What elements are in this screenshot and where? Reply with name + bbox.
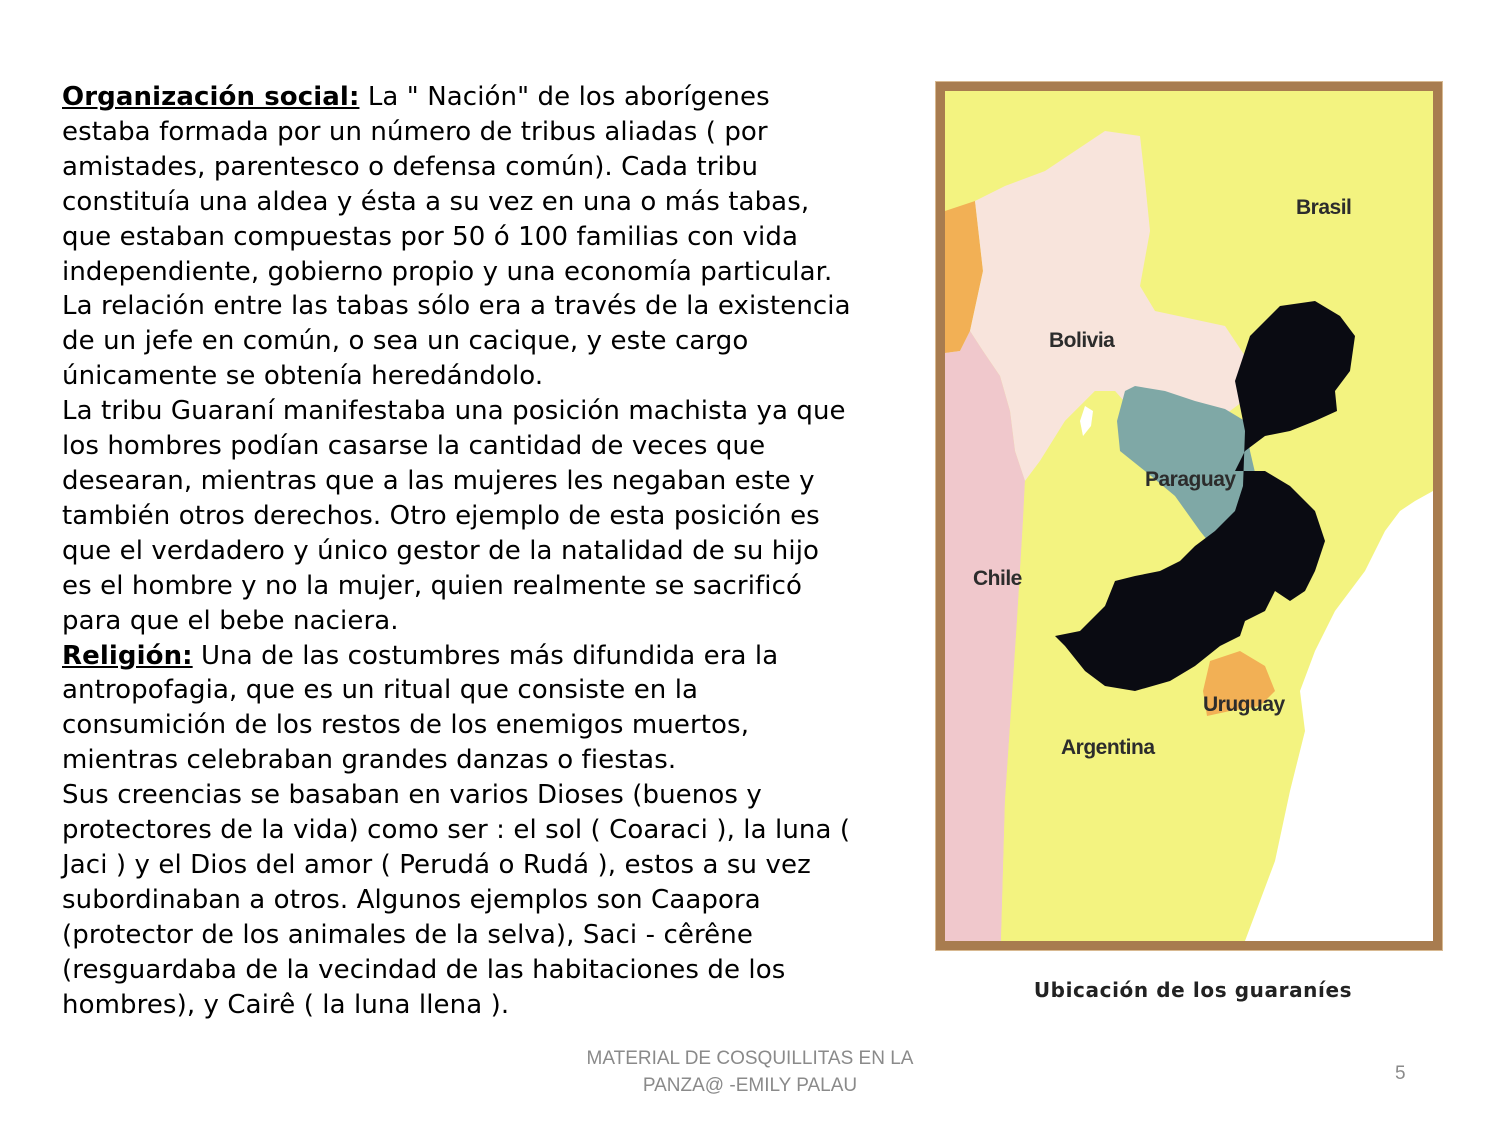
footer (560, 1045, 940, 1099)
map-label-chile: Chile (973, 567, 1022, 590)
paragraph-religion (62, 639, 852, 779)
paragraph-creencias: Sus creencias se basaban en varios Dioses (buenos y protectores de la vida) como ser : el sol ( Coaraci ), la luna ( Jaci ) y el Dios del amor ( Perudá o Rudá ), estos a su vez subordinaban a otros. Algunos ejemplos son Caapora (protector de los animales de la selva), Saci - cêrêne (resguardaba de la vecindad de las habitaciones de los hombres), y Cairê ( la luna llena ). (62, 780, 851, 1020)
body-text (62, 80, 852, 1022)
map-label-paraguay: Paraguay (1145, 468, 1236, 491)
map-label-uruguay: Uruguay (1203, 693, 1285, 716)
guarani-map (945, 91, 1433, 941)
paragraph-organizacion-text: La " Nación" de los aborígenes estaba formada por un número de tribus aliadas ( por amistades, parentesco o defensa común). Cada tribu constituía una aldea y ésta a su vez en una o más tabas, que estaban compuestas por 50 ó 100 familias con vida independiente, gobierno propio y una economía particular. La relación entre las tabas sólo era a través de la existencia de un jefe en común, o sea un cacique, y este cargo únicamente se obtenía heredándolo. (62, 82, 851, 392)
heading-religion: Religión: (62, 640, 193, 671)
map-label-brasil: Brasil (1296, 196, 1352, 219)
footer-line-1: MATERIAL DE COSQUILLITAS EN LA (586, 1048, 914, 1069)
paragraph-machista: La tribu Guaraní manifestaba una posición machista ya que los hombres podían casarse la cantidad de veces que desearan, mientras que a las mujeres les negaban este y también otros derechos. Otro ejemplo de esta posición es que el verdadero y único gestor de la natalidad de su hijo es el hombre y no la mujer, quien realmente se sacrificó para que el bebe naciera. (62, 396, 846, 636)
paragraph-religion-text: Una de las costumbres más difundida era la antropofagia, que es un ritual que consiste en la consumición de los restos de los enemigos muertos, mientras celebraban grandes danzas o fiestas. (62, 640, 779, 776)
map-caption: Ubicación de los guaraníes (1033, 978, 1353, 1002)
map-label-argentina: Argentina (1061, 736, 1155, 759)
page-number: 5 (1395, 1063, 1406, 1084)
heading-organizacion: Organización social: (62, 82, 360, 112)
map-frame (936, 82, 1442, 950)
paragraph-organizacion (62, 80, 852, 394)
map-label-bolivia: Bolivia (1049, 329, 1115, 352)
footer-line-2: PANZA@ -EMILY PALAU (642, 1075, 858, 1096)
